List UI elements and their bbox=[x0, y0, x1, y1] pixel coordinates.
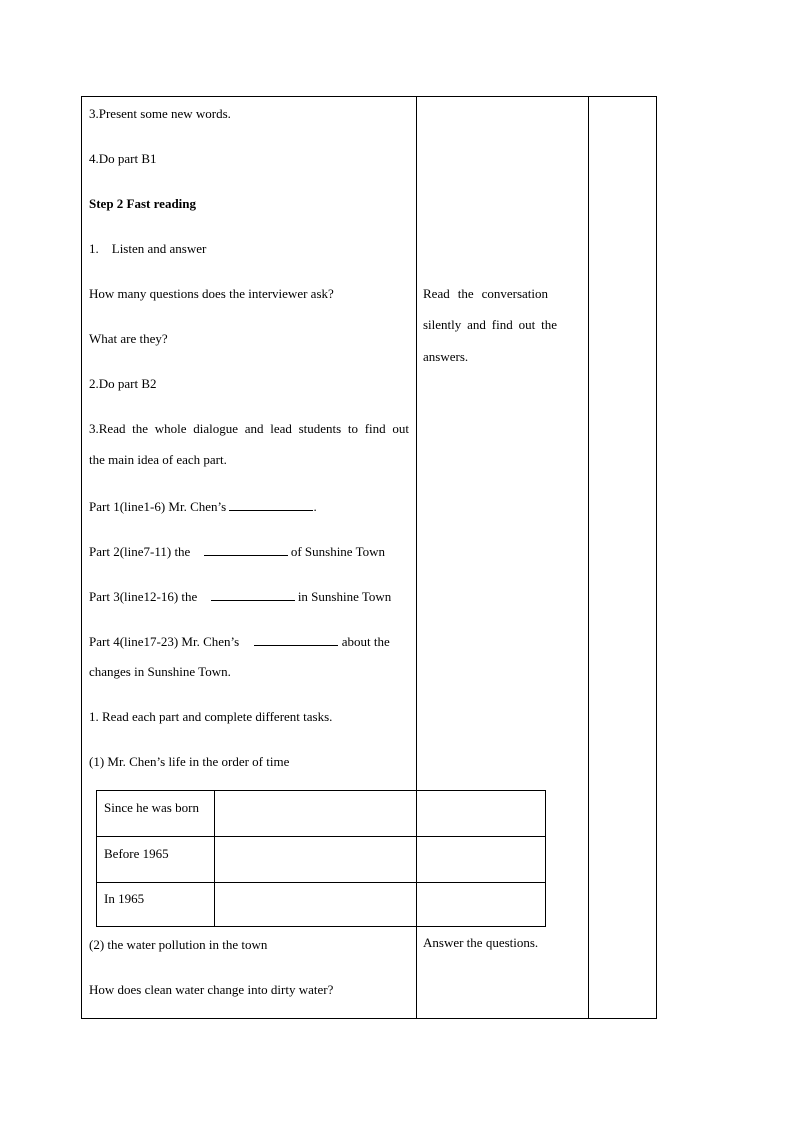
item-water-pollution: (2) the water pollution in the town bbox=[89, 937, 268, 952]
part3-line bbox=[89, 588, 391, 605]
part1-line bbox=[89, 498, 317, 515]
question-how-many: How many questions does the interviewer ask? bbox=[89, 286, 334, 301]
part1-prefix: Part 1(line1-6) Mr. Chen’s bbox=[89, 499, 227, 514]
outer-table-right-border bbox=[656, 96, 657, 1019]
item-listen-and-answer: 1. Listen and answer bbox=[89, 241, 207, 256]
item-do-part-b2: 2.Do part B2 bbox=[89, 376, 157, 391]
part2-prefix: Part 2(line7-11) the bbox=[89, 544, 191, 559]
part2-suffix: of Sunshine Town bbox=[290, 544, 386, 559]
part3-suffix: in Sunshine Town bbox=[297, 589, 392, 604]
part2-blank[interactable] bbox=[204, 543, 288, 556]
outer-table-col-divider-2 bbox=[588, 96, 589, 1019]
part2-line bbox=[89, 543, 385, 560]
step2-heading: Step 2 Fast reading bbox=[89, 196, 197, 211]
part4-line2: changes in Sunshine Town. bbox=[89, 664, 231, 679]
part4-suffix: about the bbox=[341, 634, 390, 649]
inner-table-left-border bbox=[96, 790, 97, 927]
item-read-dialogue-line1: 3.Read the whole dialogue and lead students to find out bbox=[89, 421, 409, 436]
question-what-are-they: What are they? bbox=[89, 331, 168, 346]
inner-table-right-border bbox=[545, 790, 546, 927]
mid-read-line1: Read the conversation bbox=[423, 286, 548, 301]
part4-prefix: Part 4(line17-23) Mr. Chen’s bbox=[89, 634, 240, 649]
inner-table-cell-since-born: Since he was born bbox=[104, 800, 199, 815]
outer-table-bottom-border bbox=[81, 1018, 657, 1019]
part3-blank[interactable] bbox=[211, 588, 295, 601]
outer-table-col-divider-1 bbox=[416, 96, 417, 1019]
inner-table-top-border bbox=[96, 790, 546, 791]
part3-prefix: Part 3(line12-16) the bbox=[89, 589, 198, 604]
item-read-each-part: 1. Read each part and complete different tasks. bbox=[89, 709, 333, 724]
item-read-dialogue-line2: the main idea of each part. bbox=[89, 452, 227, 467]
part1-blank[interactable] bbox=[229, 498, 313, 511]
inner-table-row-divider-2 bbox=[96, 882, 546, 883]
inner-table-col-divider bbox=[214, 790, 215, 927]
item-present-new-words: 3.Present some new words. bbox=[89, 106, 231, 121]
mid-read-line2: silently and find out the bbox=[423, 317, 557, 332]
part4-blank[interactable] bbox=[254, 633, 338, 646]
inner-table-bottom-border bbox=[96, 926, 546, 927]
outer-table-left-border bbox=[81, 96, 82, 1019]
part4-line bbox=[89, 633, 390, 650]
question-clean-water: How does clean water change into dirty water? bbox=[89, 982, 334, 997]
inner-table-row-divider-1 bbox=[96, 836, 546, 837]
inner-table-cell-before-1965: Before 1965 bbox=[104, 846, 169, 861]
part1-suffix: . bbox=[313, 499, 317, 514]
inner-table-cell-in-1965: In 1965 bbox=[104, 891, 145, 906]
mid-read-line3: answers. bbox=[423, 349, 469, 364]
item-do-part-b1: 4.Do part B1 bbox=[89, 151, 157, 166]
outer-table-top-border bbox=[81, 96, 657, 97]
item-life-order: (1) Mr. Chen’s life in the order of time bbox=[89, 754, 290, 769]
mid-answer-questions: Answer the questions. bbox=[423, 935, 539, 950]
